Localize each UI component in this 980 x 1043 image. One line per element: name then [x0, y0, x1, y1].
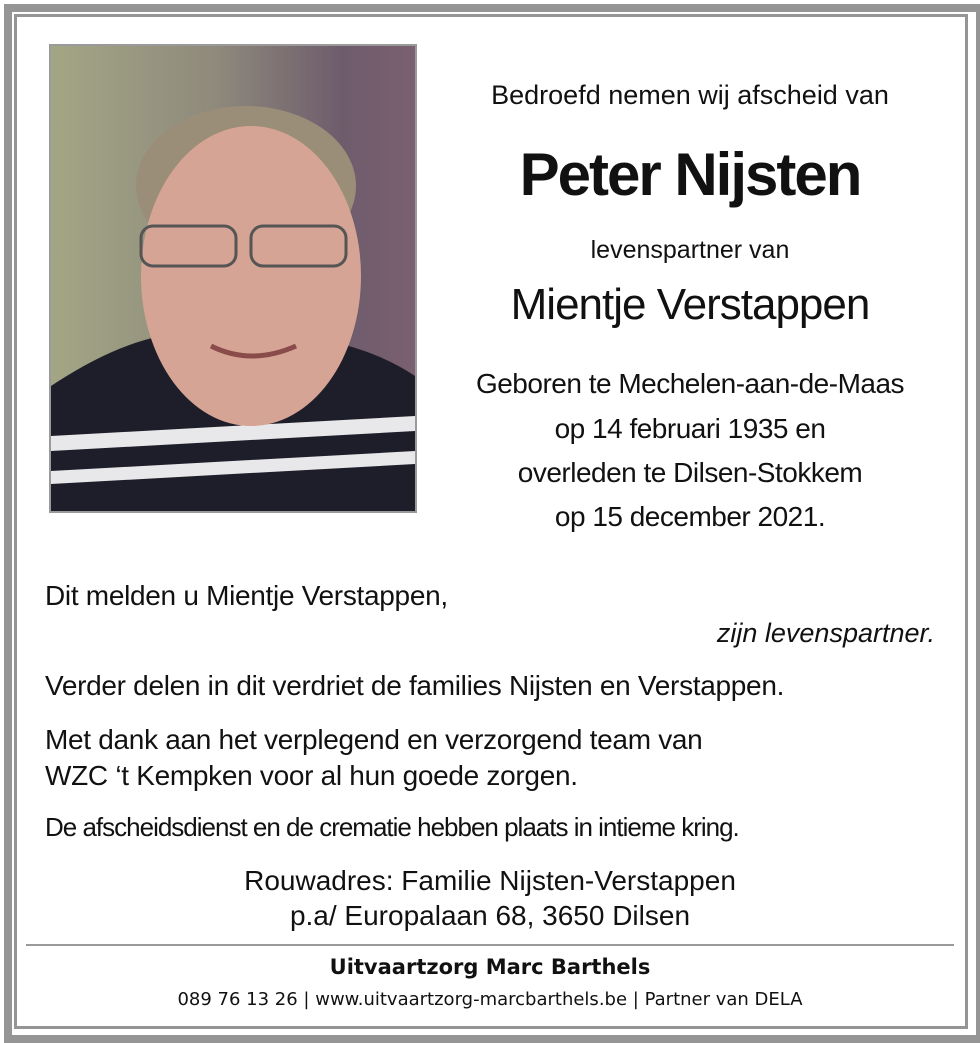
divider	[26, 944, 954, 946]
families-text: Verder delen in dit verdriet de families Nijsten en Verstappen.	[45, 670, 785, 701]
address-line-2: p.a/ Europalaan 68, 3650 Dilsen	[289, 900, 691, 931]
partner-name: Mientje Verstappen	[510, 280, 870, 329]
contact-line	[26, 989, 954, 1010]
address-line-1: Rouwadres: Familie Nijsten-Verstappen	[244, 865, 736, 896]
deceased-name: Peter Nijsten	[519, 141, 861, 208]
death-line: op 15 december 2021.	[554, 501, 826, 532]
death-line: overleden te Dilsen-Stokkem	[517, 457, 863, 488]
portrait-icon	[51, 46, 415, 511]
company-name: Uitvaartzorg Marc Barthels	[329, 955, 651, 979]
birth-line: Geboren te Mechelen-aan-de-Maas	[475, 368, 905, 399]
separator: |	[632, 989, 639, 1010]
announce-text: Dit melden u Mientje Verstappen,	[45, 580, 448, 611]
ceremony-text: De afscheidsdienst en de crematie hebben plaats in intieme kring.	[45, 812, 739, 842]
separator: |	[303, 989, 310, 1010]
thanks-line-2: WZC ‘t Kempken voor al hun goede zorgen.	[45, 760, 578, 791]
phone-number: 089 76 13 26	[177, 989, 298, 1010]
website-link[interactable]: www.uitvaartzorg-marcbarthels.be	[315, 989, 628, 1010]
announce-role: zijn levenspartner.	[716, 618, 935, 648]
partner-text: Partner van DELA	[644, 989, 803, 1010]
intro-text: Bedroefd nemen wij afscheid van	[491, 80, 889, 110]
portrait-photo	[49, 44, 417, 513]
birth-line: op 14 februari 1935 en	[554, 413, 826, 444]
relation-text: levenspartner van	[590, 236, 790, 264]
thanks-line-1: Met dank aan het verplegend en verzorgend team van	[45, 724, 703, 755]
